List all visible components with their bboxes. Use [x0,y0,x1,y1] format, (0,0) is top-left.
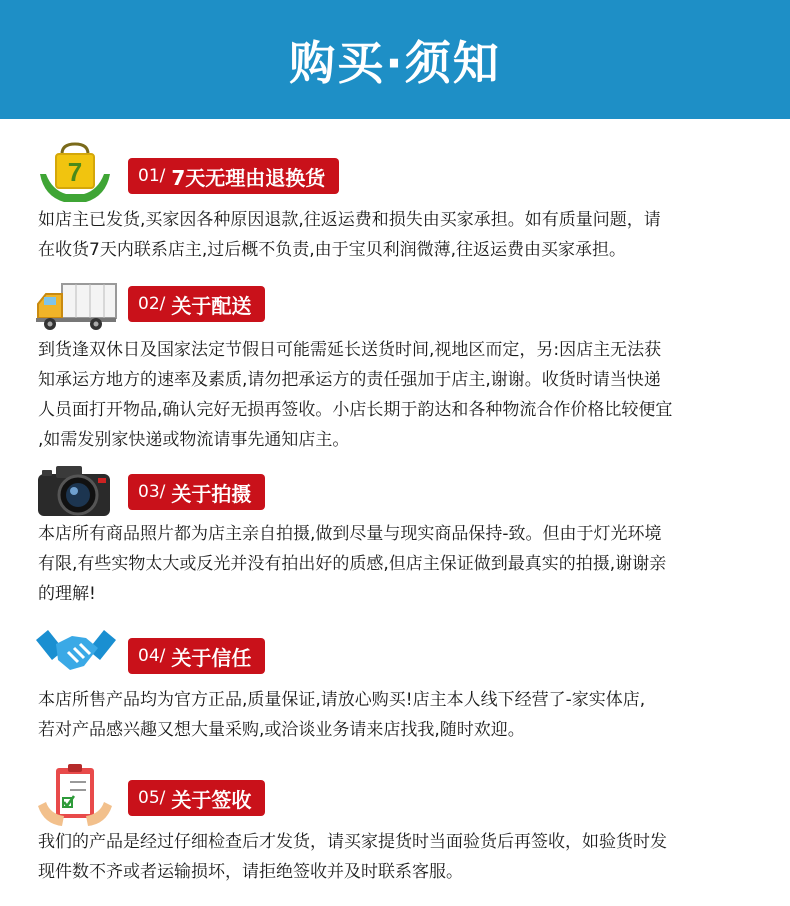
delivery-truck-icon [34,276,118,336]
seven-day-bag-icon [34,140,116,212]
page-title: 购买·须知 [289,35,501,90]
section-badge: 02/ 关于配送 [128,286,265,322]
header-banner [0,0,790,119]
section-badge: 05/ 关于签收 [128,780,265,816]
section-text: 本店所有商品照片都为店主亲自拍摄,做到尽量与现实商品保持-致。但由于灯光环境 有限,有些实物太大或反光并没有拍出好的质感,但店主保证做到最真实的拍摄,谢谢亲 的理解! [38,524,667,604]
section-text: 如店主已发货,买家因各种原因退款,往返运费和损失由买家承担。如有质量问题，请 在收货7天内联系店主,过后概不负责,由于宝贝利润微薄,往返运费由买家承担。 [38,210,661,260]
section-text: 到货逢双休日及国家法定节假日可能需延长送货时间,视地区而定，另:因店主无法获 知承运方地方的速率及素质,请勿把承运方的责任强加于店主,谢谢。收货时请当快递 人员面打开物品,确认完好无损再签收。小店长期于韵达和各种物流合作价格比较便宜 ,如需发别家快递或物流请事先通知店主。 [38,340,673,450]
clipboard-check-icon [34,762,116,830]
svg-text:7: 7 [67,157,83,187]
section-badge: 03/ 关于拍摄 [128,474,265,510]
section-text: 我们的产品是经过仔细检查后才发货，请买家提货时当面验货后再签收，如验货时发 现件数不齐或者运输损坏，请拒绝签收并及时联系客服。 [38,832,667,882]
section-text: 本店所售产品均为官方正品,质量保证,请放心购买!店主本人线下经营了-家实体店, 若对产品感兴趣又想大量采购,或洽谈业务请来店找我,随时欢迎。 [38,690,646,740]
section-badge: 01/ 7天无理由退换货 [128,158,339,194]
camera-icon [34,460,116,520]
section-badge: 04/ 关于信任 [128,638,265,674]
handshake-icon [34,622,118,682]
